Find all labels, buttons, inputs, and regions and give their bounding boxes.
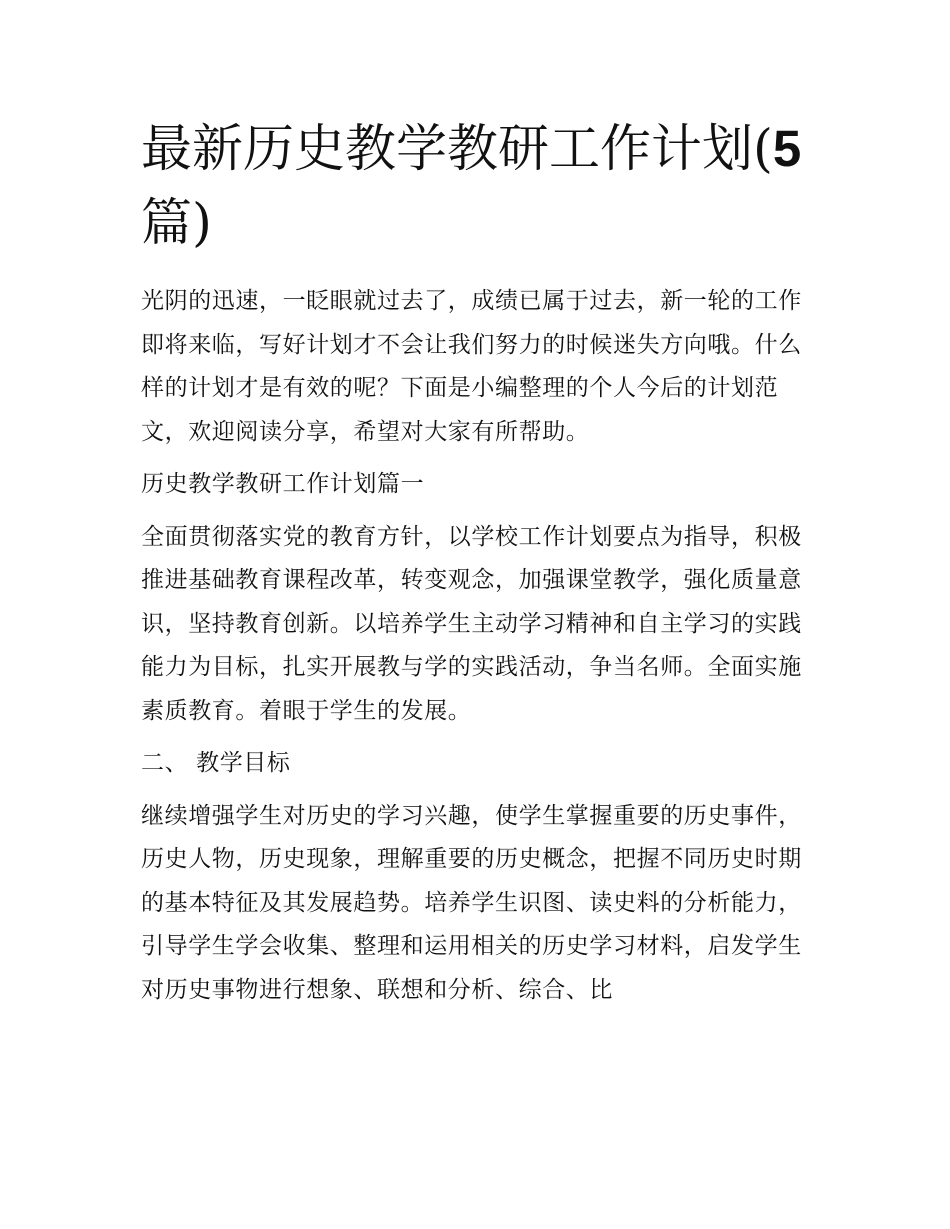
section-heading-teaching-goals: 二、 教学目标	[141, 750, 291, 776]
intro-paragraph: 光阴的迅速，一眨眼就过去了，成绩已属于过去，新一轮的工作即将来临，写好计划才不会让我们努力的时候迷失方向哦。什么样的计划才是有效的呢？下面是小编整理的个人今后的计划范文，欢迎阅读分享，希望对大家有所帮助。	[141, 288, 802, 445]
teaching-goals-paragraph: 继续增强学生对历史的学习兴趣，使学生掌握重要的历史事件，历史人物，历史现象，理解重要的历史概念，把握不同历史时期的基本特征及其发展趋势。培养学生识图、读史料的分析能力，引导学生学会收集、整理和运用相关的历史学习材料，启发学生对历史事物进行想象、联想和分析、综合、比	[141, 802, 802, 1003]
guiding-ideology-paragraph: 全面贯彻落实党的教育方针，以学校工作计划要点为指导，积极推进基础教育课程改革，转变观念，加强课堂教学，强化质量意识，坚持教育创新。以培养学生主动学习精神和自主学习的实践能力为目标，扎实开展教与学的实践活动，争当名师。全面实施素质教育。着眼于学生的发展。	[141, 523, 802, 724]
document-body	[141, 280, 817, 1012]
section-heading-plan-one: 历史教学教研工作计划篇一	[141, 471, 425, 497]
title-tail: 篇)	[141, 194, 212, 253]
title-main: 最新历史教学教研工作计划(	[141, 120, 773, 179]
title-number: 5	[772, 120, 802, 177]
document-title	[141, 112, 821, 261]
